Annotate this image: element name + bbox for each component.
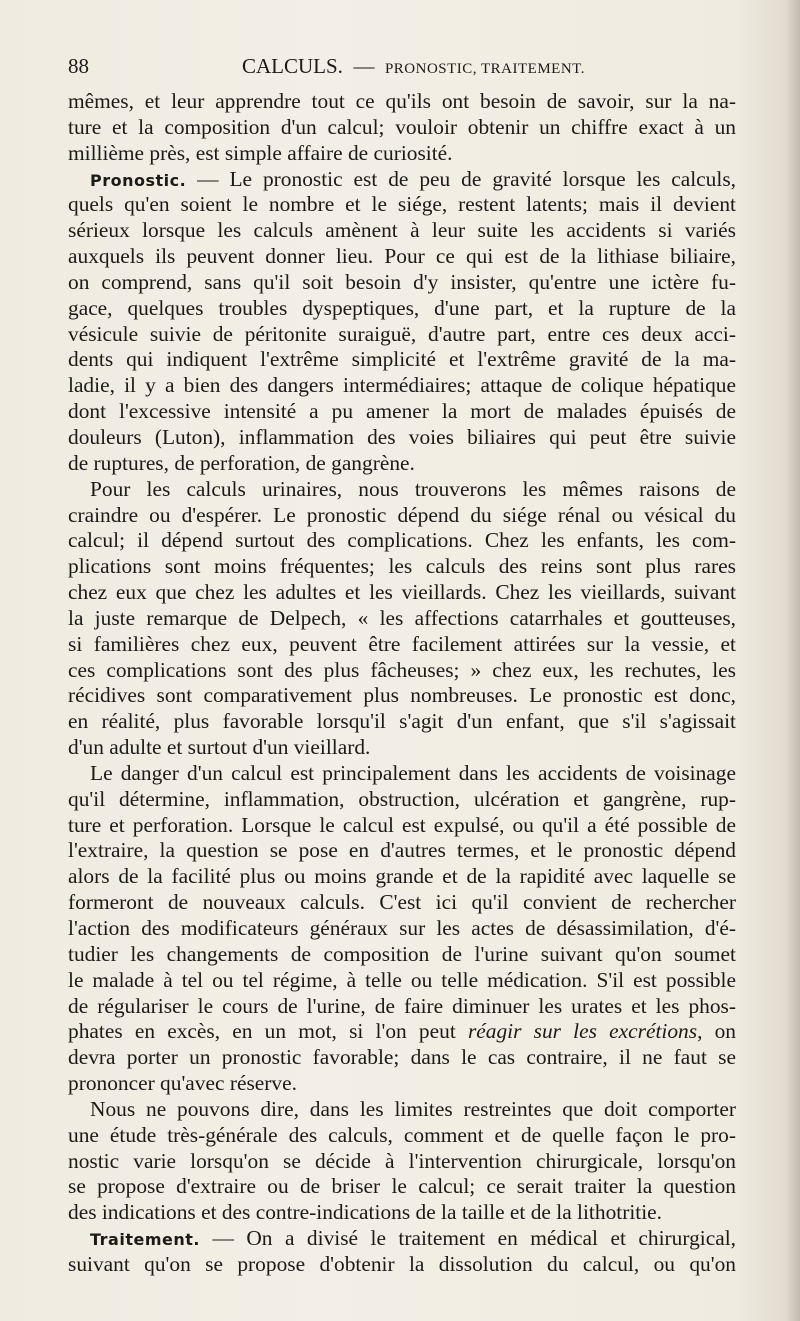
text-line: millième près, est simple affaire de curiosité. bbox=[68, 140, 453, 165]
running-title-main: CALCULS. bbox=[242, 54, 343, 78]
text-line: vésicule suivie de péritonite suraiguë, d'autre part, entre ces deux acci- bbox=[68, 321, 736, 346]
text-line: on comprend, sans qu'il soit besoin d'y insister, qu'entre une ictère fu- bbox=[68, 269, 736, 294]
page-edge-shadow bbox=[786, 0, 800, 1321]
page-number: 88 bbox=[68, 54, 89, 78]
text-line: ladie, il y a bien des dangers intermédiaires; attaque de colique hépatique bbox=[68, 373, 736, 398]
section-heading-pronostic: Pronostic. — Le pronostic est de peu de gravité lorsque les calculs, bbox=[90, 166, 736, 191]
text-line: calcul; il dépend surtout des complications. Chez les enfants, les com- bbox=[68, 528, 736, 553]
heading-pronostic: Pronostic. bbox=[90, 170, 187, 190]
text-line: ture et perforation. Lorsque le calcul est expulsé, ou qu'il a été possible de bbox=[68, 812, 736, 837]
text-line: d'un adulte et surtout d'un vieillard. bbox=[68, 735, 371, 760]
text-line: de ruptures, de perforation, de gangrène. bbox=[68, 450, 415, 475]
text-line: chez eux que chez les adultes et les vieillards. Chez les vieillards, suivant bbox=[68, 580, 736, 605]
running-header bbox=[68, 52, 736, 86]
heading-traitement: Traitement. bbox=[90, 1230, 200, 1250]
paragraph-start: Pour les calculs urinaires, nous trouverons les mêmes raisons de bbox=[90, 476, 736, 501]
text-line: ces complications sont des plus fâcheuses; » chez eux, les rechutes, les bbox=[68, 657, 736, 682]
text-line: tudier les changements de composition de l'urine suivant qu'on soumet bbox=[68, 941, 736, 966]
text-line: dont l'excessive intensité a pu amener la mort de malades épuisés de bbox=[68, 399, 736, 424]
text-line: dents qui indiquent l'extrême simplicité et l'extrême gravité de la ma- bbox=[68, 347, 736, 372]
text-line-with-italic: phates en excès, en un mot, si l'on peut réagir sur les excrétions, on bbox=[68, 1019, 736, 1044]
text-line: de régulariser le cours de l'urine, de faire diminuer les urates et les phos- bbox=[68, 993, 736, 1018]
text-line: devra porter un pronostic favorable; dans le cas contraire, il ne faut se bbox=[68, 1045, 736, 1070]
running-title bbox=[242, 54, 585, 79]
paragraph-start: Nous ne pouvons dire, dans les limites restreintes que doit comporter bbox=[90, 1096, 736, 1121]
text-line: nostic varie lorsqu'on se décide à l'intervention chirurgicale, lorsqu'on bbox=[68, 1148, 736, 1173]
text-line: alors de la facilité plus ou moins grande et de la rapidité avec laquelle se bbox=[68, 864, 736, 889]
text-line: formeront de nouveaux calculs. C'est ici qu'il convient de rechercher bbox=[68, 890, 736, 915]
paragraph-start: Le danger d'un calcul est principalement dans les accidents de voisinage bbox=[90, 760, 736, 785]
text-line: l'extraire, la question se pose en d'autres termes, et le pronostic dépend bbox=[68, 838, 736, 863]
text-line: en réalité, plus favorable lorsqu'il s'agit d'un enfant, que s'il s'agissait bbox=[68, 709, 736, 734]
text-line: se propose d'extraire ou de briser le calcul; ce serait traiter la question bbox=[68, 1174, 736, 1199]
italic-phrase: réagir sur les excrétions bbox=[467, 1019, 698, 1044]
text-line: des indications et des contre-indications de la taille et de la lithotritie. bbox=[68, 1200, 662, 1225]
text-line: l'action des modificateurs généraux sur les actes de désassimilation, d'é- bbox=[68, 916, 736, 940]
text-line: sérieux lorsque les calculs amènent à leur suite les accidents si variés bbox=[68, 218, 736, 243]
text-line: la juste remarque de Delpech, « les affections catarrhales et goutteuses, bbox=[68, 605, 736, 630]
text-line: gace, quelques troubles dyspeptiques, d'une part, et la rupture de la bbox=[68, 295, 736, 320]
text-line: auxquels ils peuvent donner lieu. Pour ce qui est de la lithiase biliaire, bbox=[68, 244, 736, 269]
text-line: mêmes, et leur apprendre tout ce qu'ils ont besoin de savoir, sur la na- bbox=[68, 89, 736, 113]
running-title-sub: PRONOSTIC, TRAITEMENT. bbox=[384, 61, 585, 77]
text-line: une étude très-générale des calculs, comment et de quelle façon le pro- bbox=[68, 1122, 736, 1147]
running-title-dash: — bbox=[353, 54, 375, 78]
text-line: craindre ou d'espérer. Le pronostic dépend du siége rénal ou vésical du bbox=[68, 502, 736, 527]
text-line: suivant qu'on se propose d'obtenir la dissolution du calcul, ou qu'on bbox=[68, 1251, 736, 1276]
section-heading-traitement: Traitement. — On a divisé le traitement en médical et chirurgical, bbox=[90, 1226, 736, 1251]
text-line: qu'il détermine, inflammation, obstruction, ulcération et gangrène, rup- bbox=[68, 786, 736, 811]
body-text bbox=[68, 89, 736, 1278]
text-line: si familières chez eux, peuvent être facilement attirées sur la vessie, et bbox=[68, 631, 736, 656]
text-line: prononcer qu'avec réserve. bbox=[68, 1071, 297, 1096]
text-line: plications sont moins fréquentes; les calculs des reins sont plus rares bbox=[68, 554, 736, 579]
text-line: quels qu'en soient le nombre et le siége, restent latents; mais il devient bbox=[68, 192, 736, 217]
text-line: récidives sont comparativement plus nombreuses. Le pronostic est donc, bbox=[68, 683, 736, 708]
text-line: ture et la composition d'un calcul; vouloir obtenir un chiffre exact à un bbox=[68, 114, 736, 139]
text-line: douleurs (Luton), inflammation des voies biliaires qui peut être suivie bbox=[68, 424, 736, 449]
text-line: le malade à tel ou tel régime, à telle ou telle médication. S'il est possible bbox=[68, 967, 736, 992]
